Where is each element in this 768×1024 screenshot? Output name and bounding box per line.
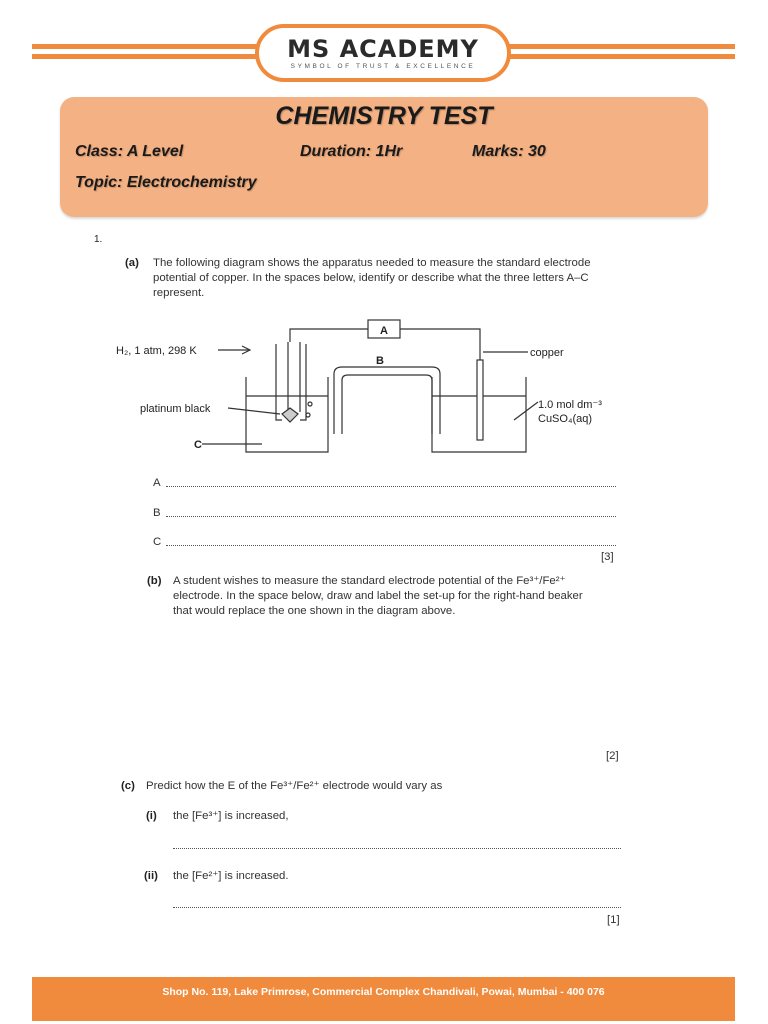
- duration-label: Duration: 1Hr: [300, 143, 403, 160]
- part-c-marks: [1]: [607, 914, 620, 926]
- part-c-label: (c): [121, 780, 135, 792]
- wire-left: [290, 329, 368, 342]
- platinum-label: platinum black: [140, 403, 211, 415]
- part-c-ii-label: (ii): [144, 870, 158, 882]
- wire-right: [400, 329, 480, 360]
- label-b: B: [376, 355, 384, 367]
- footer-address-bar: [32, 977, 735, 1021]
- part-a-line1: The following diagram shows the apparatus needed to measure the standard electrode: [153, 257, 591, 269]
- part-a-label: (a): [125, 257, 139, 269]
- concentration-label: 1.0 mol dm⁻³: [538, 399, 602, 411]
- answer-label-b: B: [153, 507, 161, 519]
- answer-line-b[interactable]: [166, 516, 616, 517]
- copper-rod: [477, 360, 483, 440]
- part-c-i-text: the [Fe³⁺] is increased,: [173, 810, 289, 822]
- answer-line-c[interactable]: [166, 545, 616, 546]
- part-c-text: Predict how the E of the Fe³⁺/Fe²⁺ electrode would vary as: [146, 780, 443, 792]
- logo-subtitle: SYMBOL OF TRUST & EXCELLENCE: [290, 63, 476, 70]
- answer-line-c-i[interactable]: [173, 848, 621, 849]
- part-b-label: (b): [147, 575, 162, 587]
- copper-label: copper: [530, 347, 564, 359]
- topic-label: Topic: Electrochemistry: [75, 174, 257, 191]
- label-c: C: [194, 439, 202, 451]
- part-a-line3: represent.: [153, 287, 205, 299]
- hydrogen-tube: [288, 342, 300, 412]
- logo-title: MS ACADEMY: [287, 35, 479, 63]
- gas-bubble: [308, 402, 312, 406]
- part-b-line3: that would replace the one shown in the diagram above.: [173, 605, 456, 617]
- test-title: CHEMISTRY TEST: [275, 102, 493, 130]
- question-number: 1.: [94, 234, 103, 245]
- answer-line-c-ii[interactable]: [173, 907, 621, 908]
- solution-label: CuSO₄(aq): [538, 413, 593, 425]
- part-b-line2: electrode. In the space below, draw and label the set-up for the right-hand beaker: [173, 590, 583, 602]
- part-b-marks: [2]: [606, 750, 619, 762]
- part-b-line1: A student wishes to measure the standard electrode potential of the Fe³⁺/Fe²⁺: [173, 575, 566, 587]
- h2-label: H₂, 1 atm, 298 K: [116, 345, 197, 357]
- answer-label-a: A: [153, 477, 161, 489]
- answer-label-c: C: [153, 536, 162, 548]
- part-c-i-label: (i): [146, 810, 157, 822]
- class-label: Class: A Level: [75, 143, 184, 160]
- part-c-ii-text: the [Fe²⁺] is increased.: [173, 870, 289, 882]
- answer-line-a[interactable]: [166, 486, 616, 487]
- part-a-line2: potential of copper. In the spaces below, identify or describe what the three letters A–C: [153, 272, 589, 284]
- part-a-marks: [3]: [601, 551, 614, 563]
- label-a: A: [380, 325, 388, 337]
- test-info-box: [60, 97, 708, 217]
- platinum-electrode: [282, 408, 298, 422]
- electrochemical-cell-diagram: [110, 312, 630, 462]
- academy-logo: [255, 24, 511, 82]
- salt-bridge-inner: [342, 375, 432, 434]
- marks-label: Marks: 30: [472, 143, 546, 160]
- platinum-leader: [228, 408, 280, 414]
- salt-bridge-outer: [334, 367, 440, 434]
- footer-address: Shop No. 119, Lake Primrose, Commercial Complex Chandivali, Powai, Mumbai - 400 076: [162, 986, 605, 998]
